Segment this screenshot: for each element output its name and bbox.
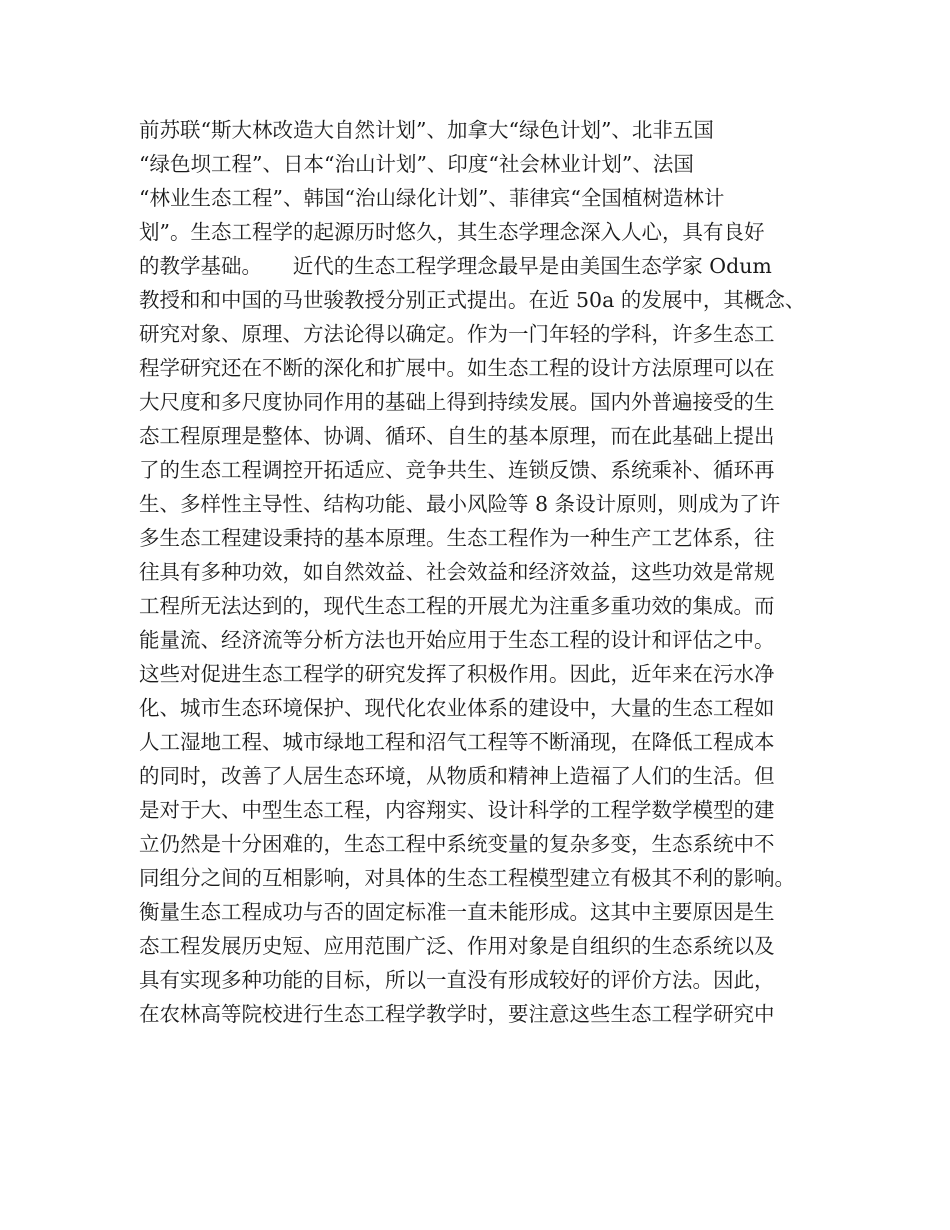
text-line: 具有实现多种功能的目标，所以一直没有形成较好的评价方法。因此， (139, 968, 775, 992)
text-line: 教授和和中国的马世骏教授分别正式提出。在近 50a 的发展中，其概念、 (139, 288, 806, 312)
text-line: 往具有多种功效，如自然效益、社会效益和经济效益，这些功效是常规 (139, 560, 775, 584)
text-line: 大尺度和多尺度协同作用的基础上得到持续发展。国内外普遍接受的生 (139, 390, 775, 414)
text-line: 的教学基础。 近代的生态工程学理念最早是由美国生态学家 Odum (139, 254, 772, 278)
text-line: 衡量生态工程成功与否的固定标准一直未能形成。这其中主要原因是生 (139, 900, 775, 924)
text-line: 前苏联“斯大林改造大自然计划”、加拿大“绿色计划”、北非五国 (139, 118, 714, 142)
text-line: 同组分之间的互相影响，对具体的生态工程模型建立有极其不利的影响。 (139, 866, 795, 890)
text-line: 是对于大、中型生态工程，内容翔实、设计科学的工程学数学模型的建 (139, 798, 775, 822)
text-line: 态工程发展历史短、应用范围广泛、作用对象是自组织的生态系统以及 (139, 934, 775, 958)
body-paragraph (139, 113, 829, 1031)
text-line: 能量流、经济流等分析方法也开始应用于生态工程的设计和评估之中。 (139, 628, 775, 652)
text-line: 的同时，改善了人居生态环境，从物质和精神上造福了人们的生活。但 (139, 764, 775, 788)
text-line: 立仍然是十分困难的，生态工程中系统变量的复杂多变，生态系统中不 (139, 832, 775, 856)
text-line: 在农林高等院校进行生态工程学教学时，要注意这些生态工程学研究中 (139, 1002, 775, 1026)
text-line: 生、多样性主导性、结构功能、最小风险等 8 条设计原则，则成为了许 (139, 492, 781, 516)
text-line: “绿色坝工程”、日本“治山计划”、印度“社会林业计划”、法国 (139, 152, 694, 176)
text-line: 这些对促进生态工程学的研究发挥了积极作用。因此，近年来在污水净 (139, 662, 775, 686)
text-line: 划”。生态工程学的起源历时悠久，其生态学理念深入人心，具有良好 (139, 220, 765, 244)
text-line: “林业生态工程”、韩国“治山绿化计划”、菲律宾“全国植树造林计 (139, 186, 725, 210)
text-line: 工程所无法达到的，现代生态工程的开展尤为注重多重功效的集成。而 (139, 594, 775, 618)
text-line: 研究对象、原理、方法论得以确定。作为一门年轻的学科，许多生态工 (139, 322, 775, 346)
text-line: 态工程原理是整体、协调、循环、自生的基本原理，而在此基础上提出 (139, 424, 775, 448)
text-line: 程学研究还在不断的深化和扩展中。如生态工程的设计方法原理可以在 (139, 356, 775, 380)
text-line: 化、城市生态环境保护、现代化农业体系的建设中，大量的生态工程如 (139, 696, 775, 720)
text-line: 了的生态工程调控开拓适应、竞争共生、连锁反馈、系统乘补、循环再 (139, 458, 775, 482)
text-line: 多生态工程建设秉持的基本原理。生态工程作为一种生产工艺体系，往 (139, 526, 775, 550)
text-line: 人工湿地工程、城市绿地工程和沼气工程等不断涌现，在降低工程成本 (139, 730, 775, 754)
